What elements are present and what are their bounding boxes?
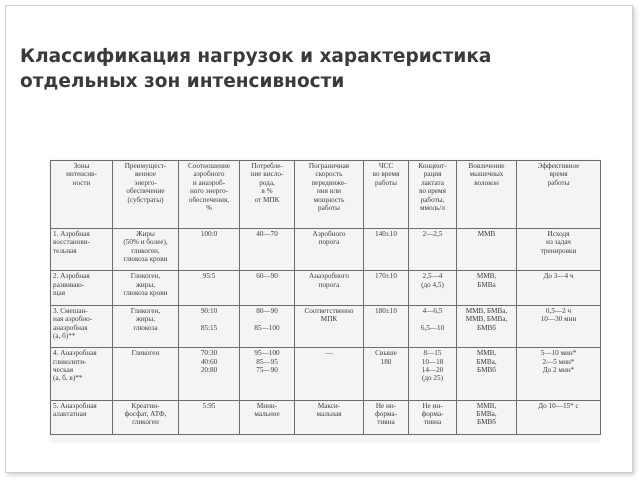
table-cell: 95:5	[179, 271, 240, 305]
table-cell: 0,5—2 ч 10—30 мин	[517, 305, 601, 347]
slide-title: Классификация нагрузок и характеристика отдельных зон интенсивности	[20, 46, 492, 92]
table-cell: Не ин- форма- тивна	[364, 400, 409, 434]
table-cell: Не ин- форма- тивна	[409, 400, 457, 434]
header-muscle-fibers: Вовлечение мышечных волокон	[457, 161, 517, 229]
table-row	[51, 229, 601, 271]
table-cell: 3. Смешан- ная аэробно- анаэробная (а, б)**	[51, 305, 113, 347]
table-cell: ММВ, БМВа, БМВб	[457, 400, 517, 434]
intensity-zones-table	[50, 160, 601, 435]
table-cell: До 3—4 ч	[517, 271, 601, 305]
table-cell: Гликоген, жиры, глюкоза крови	[113, 271, 179, 305]
table-cell: 40—70	[240, 229, 295, 271]
table-cell: 5—10 мин* 2—5 мин* До 2 мин*	[517, 348, 601, 401]
header-energy-supply: Преимущест- венное энерго- обеспечение (субстраты)	[113, 161, 179, 229]
header-oxygen-consumption: Потребле- ние кисло- рода, в % от МПК	[240, 161, 295, 229]
table-cell: 4—6,5 6,5—10	[409, 305, 457, 347]
header-heart-rate: ЧСС во время работы	[364, 161, 409, 229]
table-cell: 140±10	[364, 229, 409, 271]
table-cell: 170±10	[364, 271, 409, 305]
table-cell: —	[295, 348, 364, 401]
table-cell: 70:30 40:60 20:80	[179, 348, 240, 401]
table-cell: ММВ	[457, 229, 517, 271]
table-cell: 95—100 85—95 75—90	[240, 348, 295, 401]
scanned-table-image	[50, 160, 600, 442]
table-cell: Исходя из задач тренировки	[517, 229, 601, 271]
header-aerobic-anaerobic-ratio: Соотношение аэробного и анаэроб- ного энерго- обеспечения, %	[179, 161, 240, 229]
table-cell: Соответственно МПК	[295, 305, 364, 347]
header-zone: Зоны интенсив- ности	[51, 161, 113, 229]
table-cell: 180±10	[364, 305, 409, 347]
table-cell: Аэробного порога	[295, 229, 364, 271]
header-threshold-speed: Пограничная скорость передвиже- ния или мощность работы	[295, 161, 364, 229]
header-lactate: Концент- рация лактата во время работы, ммоль/л	[409, 161, 457, 229]
table-cell: Гликоген	[113, 348, 179, 401]
table-cell: ММВ, БМВа, ММВ, БМВа, БМВб	[457, 305, 517, 347]
table-cell: Макси- мальная	[295, 400, 364, 434]
table-cell: 2—2,5	[409, 229, 457, 271]
table-cell: Свыше 180	[364, 348, 409, 401]
table-cell: Мини- мальное	[240, 400, 295, 434]
table-cell: 60—90	[240, 271, 295, 305]
table-row	[51, 305, 601, 347]
table-cell: ММВ, БМВа	[457, 271, 517, 305]
table-cell: Креатин- фосфат, АТФ, гликоген	[113, 400, 179, 434]
table-cell: 2,5—4 (до 4,5)	[409, 271, 457, 305]
table-cell: Гликоген, жиры, глюкоза	[113, 305, 179, 347]
table-row	[51, 271, 601, 305]
header-effective-time: Эффективное время работы	[517, 161, 601, 229]
table-cell: До 10—15* с	[517, 400, 601, 434]
table-cell: 2. Аэробная развиваю- щая	[51, 271, 113, 305]
table-cell: Анаэробного порога	[295, 271, 364, 305]
table-cell: 1. Аэробная восстанови- тельная	[51, 229, 113, 271]
table-row	[51, 348, 601, 401]
table-cell: ММВ, БМВа, БМВб	[457, 348, 517, 401]
table-cell: 4. Анаэробная гликолити- ческая (а, б, в)**	[51, 348, 113, 401]
table-cell: 8—15 10—18 14—20 (до 25)	[409, 348, 457, 401]
table-header-row	[51, 161, 601, 229]
table-cell: 100:0	[179, 229, 240, 271]
table-cell: 5. Анаэробная алактатная	[51, 400, 113, 434]
table-row	[51, 400, 601, 434]
table-cell: 5:95	[179, 400, 240, 434]
table-cell: Жиры (50% и более), гликоген, глюкоза крови	[113, 229, 179, 271]
table-cell: 80—90 85—100	[240, 305, 295, 347]
table-cell: 90:10 85:15	[179, 305, 240, 347]
